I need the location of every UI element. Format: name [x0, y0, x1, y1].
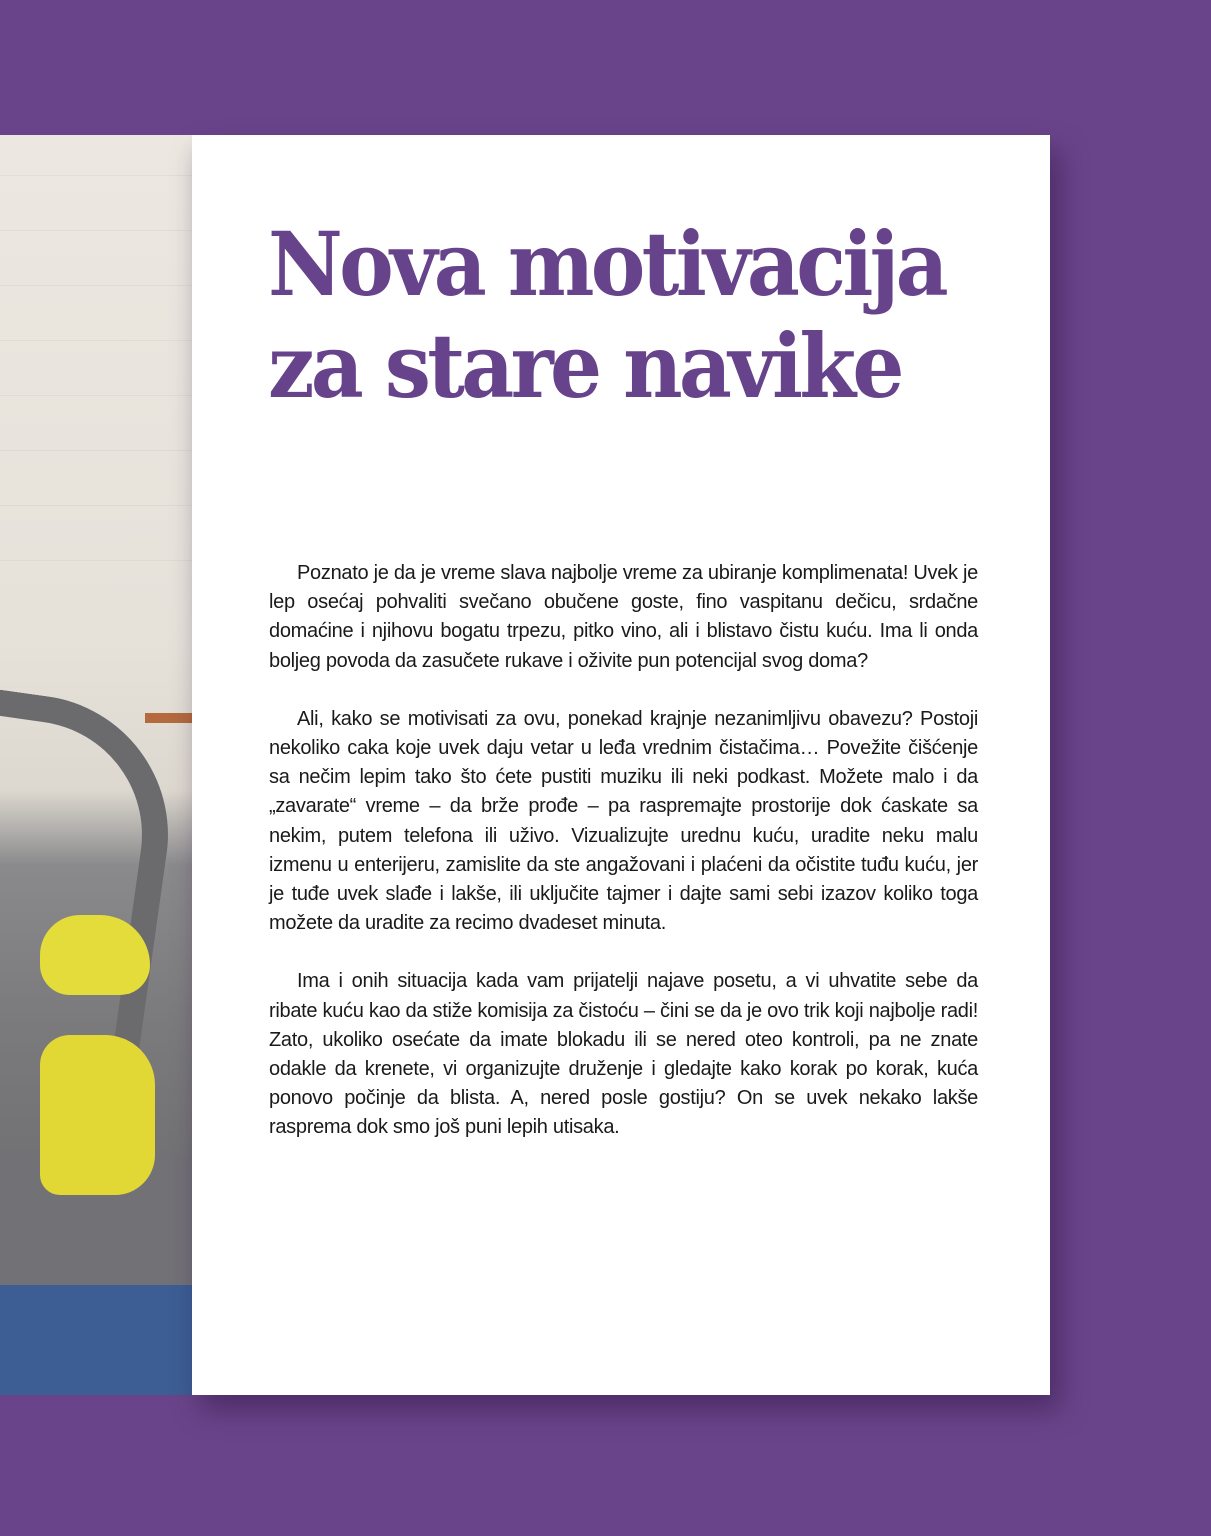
brick-line — [0, 395, 192, 396]
shelf — [145, 713, 192, 723]
yellow-glove — [40, 1035, 155, 1195]
cleaning-photo — [0, 135, 192, 1395]
article-title — [268, 213, 956, 417]
article-page — [192, 135, 1050, 1395]
title-line-1: Nova motivacija — [268, 212, 945, 316]
jeans — [0, 1285, 192, 1395]
brick-line — [0, 230, 192, 231]
brick-line — [0, 175, 192, 176]
brick-line — [0, 560, 192, 561]
paragraph-1: Poznato je da je vreme slava najbolje vreme za ubiranje komplimenata! Uvek je lep osećaj pohvaliti svečano obučene goste, fino vaspitanu dečicu, srdačne domaćine i njihovu bogatu trpezu, pitko vino, ali i blistavo čistu kuću. Ima li onda boljeg povoda da zasučete rukave i oživite pun potencijal svog doma? — [269, 562, 978, 672]
yellow-glove — [40, 915, 150, 995]
paragraph-3: Ima i onih situacija kada vam prijatelji najave posetu, a vi uhvatite sebe da ribate kuću kao da stiže komisija za čistoću – čini se da je ovo trik koji najbolje radi! Zato, ukoliko osećate da imate blokadu ili se nered oteo kontroli, pa ne znate odakle da krenete, vi organizujte druženje i gledajte kako korak po korak, kuća ponovo počinje da blista. A, nered posle gostiju? On se uvek nekako lakše raspremа dok smo još puni lepih utisaka. — [269, 970, 978, 1139]
paragraph-2: Ali, kako se motivisati za ovu, ponekad krajnje nezanimljivu obavezu? Postoji nekoliko caka koje uvek daju vetar u leđa vrednim čistačima… Povežite čišćenje sa nečim lepim tako što ćete pustiti muziku ili neki podkast. Možete malo i da „zavarate“ vreme – da brže prođe – pa raspremajte prostorije dok ćaskate sa nekim, putem telefona ili uživo. Vizualizujte urednu kuću, uradite neku malu izmenu u enterijeru, zamislite da ste angažovani i plaćeni da očistite tuđu kuću, jer je tuđe uvek slađe i lakše, ili uključite tajmer i dajte sami sebi izazov koliko toga možete da uradite za recimo dvadeset minuta. — [269, 707, 978, 935]
article-body — [269, 559, 978, 1172]
brick-line — [0, 450, 192, 451]
title-line-2: za stare navike — [268, 314, 901, 418]
brick-line — [0, 285, 192, 286]
brick-line — [0, 505, 192, 506]
brick-line — [0, 340, 192, 341]
